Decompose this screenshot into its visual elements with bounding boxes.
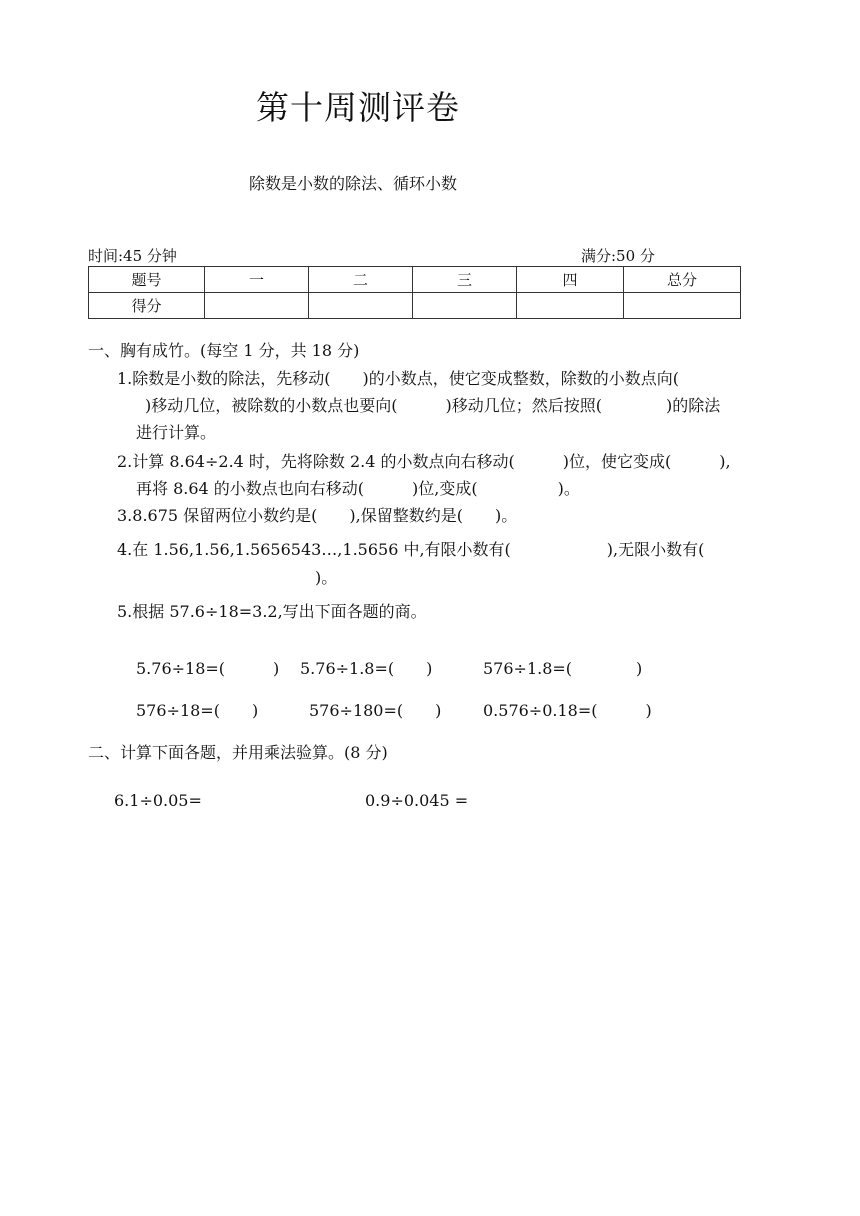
score-cell[interactable]: [413, 293, 517, 319]
header-cell: 四: [517, 267, 624, 293]
question-4-line-2: )。: [315, 568, 338, 587]
header-cell: 题号: [89, 267, 205, 293]
header-cell: 总分: [624, 267, 741, 293]
q5-item: 0.576÷0.18=( ): [483, 701, 652, 720]
full-score: 满分:50 分: [581, 247, 655, 265]
q5-item: 5.76÷1.8=( ): [300, 659, 433, 678]
question-2-line-2: 再将 8.64 的小数点也向右移动( )位,变成( )。: [136, 479, 580, 498]
q5-item: 576÷1.8=( ): [483, 659, 643, 678]
score-table-score-row: [89, 293, 741, 319]
question-1-line-1: 1.除数是小数的除法，先移动( )的小数点，使它变成整数，除数的小数点向(: [117, 369, 679, 388]
question-3: 3.8.675 保留两位小数约是( ),保留整数约是( )。: [117, 506, 518, 525]
question-5: 5.根据 57.6÷18=3.2,写出下面各题的商。: [117, 602, 427, 621]
section1-heading: 一、胸有成竹。(每空 1 分，共 18 分): [88, 341, 360, 360]
score-cell[interactable]: [517, 293, 624, 319]
header-cell: 二: [309, 267, 413, 293]
calc-problem: 0.9÷0.045 =: [365, 791, 469, 810]
score-cell[interactable]: [309, 293, 413, 319]
calc-problem: 6.1÷0.05=: [114, 791, 202, 810]
header-cell: 一: [205, 267, 309, 293]
q5-item: 5.76÷18=( ): [136, 659, 280, 678]
question-1-line-2: )移动几位，被除数的小数点也要向( )移动几位；然后按照( )的除法: [145, 396, 721, 415]
q5-item: 576÷180=( ): [309, 701, 442, 720]
question-1-line-3: 进行计算。: [136, 423, 217, 442]
header-cell: 三: [413, 267, 517, 293]
q5-item: 576÷18=( ): [136, 701, 259, 720]
score-cell[interactable]: [205, 293, 309, 319]
score-table-header-row: [89, 267, 741, 293]
page-title: 第十周测评卷: [256, 88, 460, 127]
question-2-line-1: 2.计算 8.64÷2.4 时，先将除数 2.4 的小数点向右移动( )位，使它变成( ),: [117, 452, 731, 471]
time-limit: 时间:45 分钟: [88, 247, 177, 265]
score-table: [88, 266, 741, 319]
score-cell[interactable]: [624, 293, 741, 319]
row-label: 得分: [89, 293, 205, 319]
page-subtitle: 除数是小数的除法、循环小数: [249, 174, 458, 193]
question-4-line-1: 4.在 1.56,1.56,1.5656543…,1.5656 中,有限小数有( ),无限小数有(: [117, 540, 705, 559]
section2-heading: 二、计算下面各题，并用乘法验算。(8 分): [88, 743, 388, 762]
